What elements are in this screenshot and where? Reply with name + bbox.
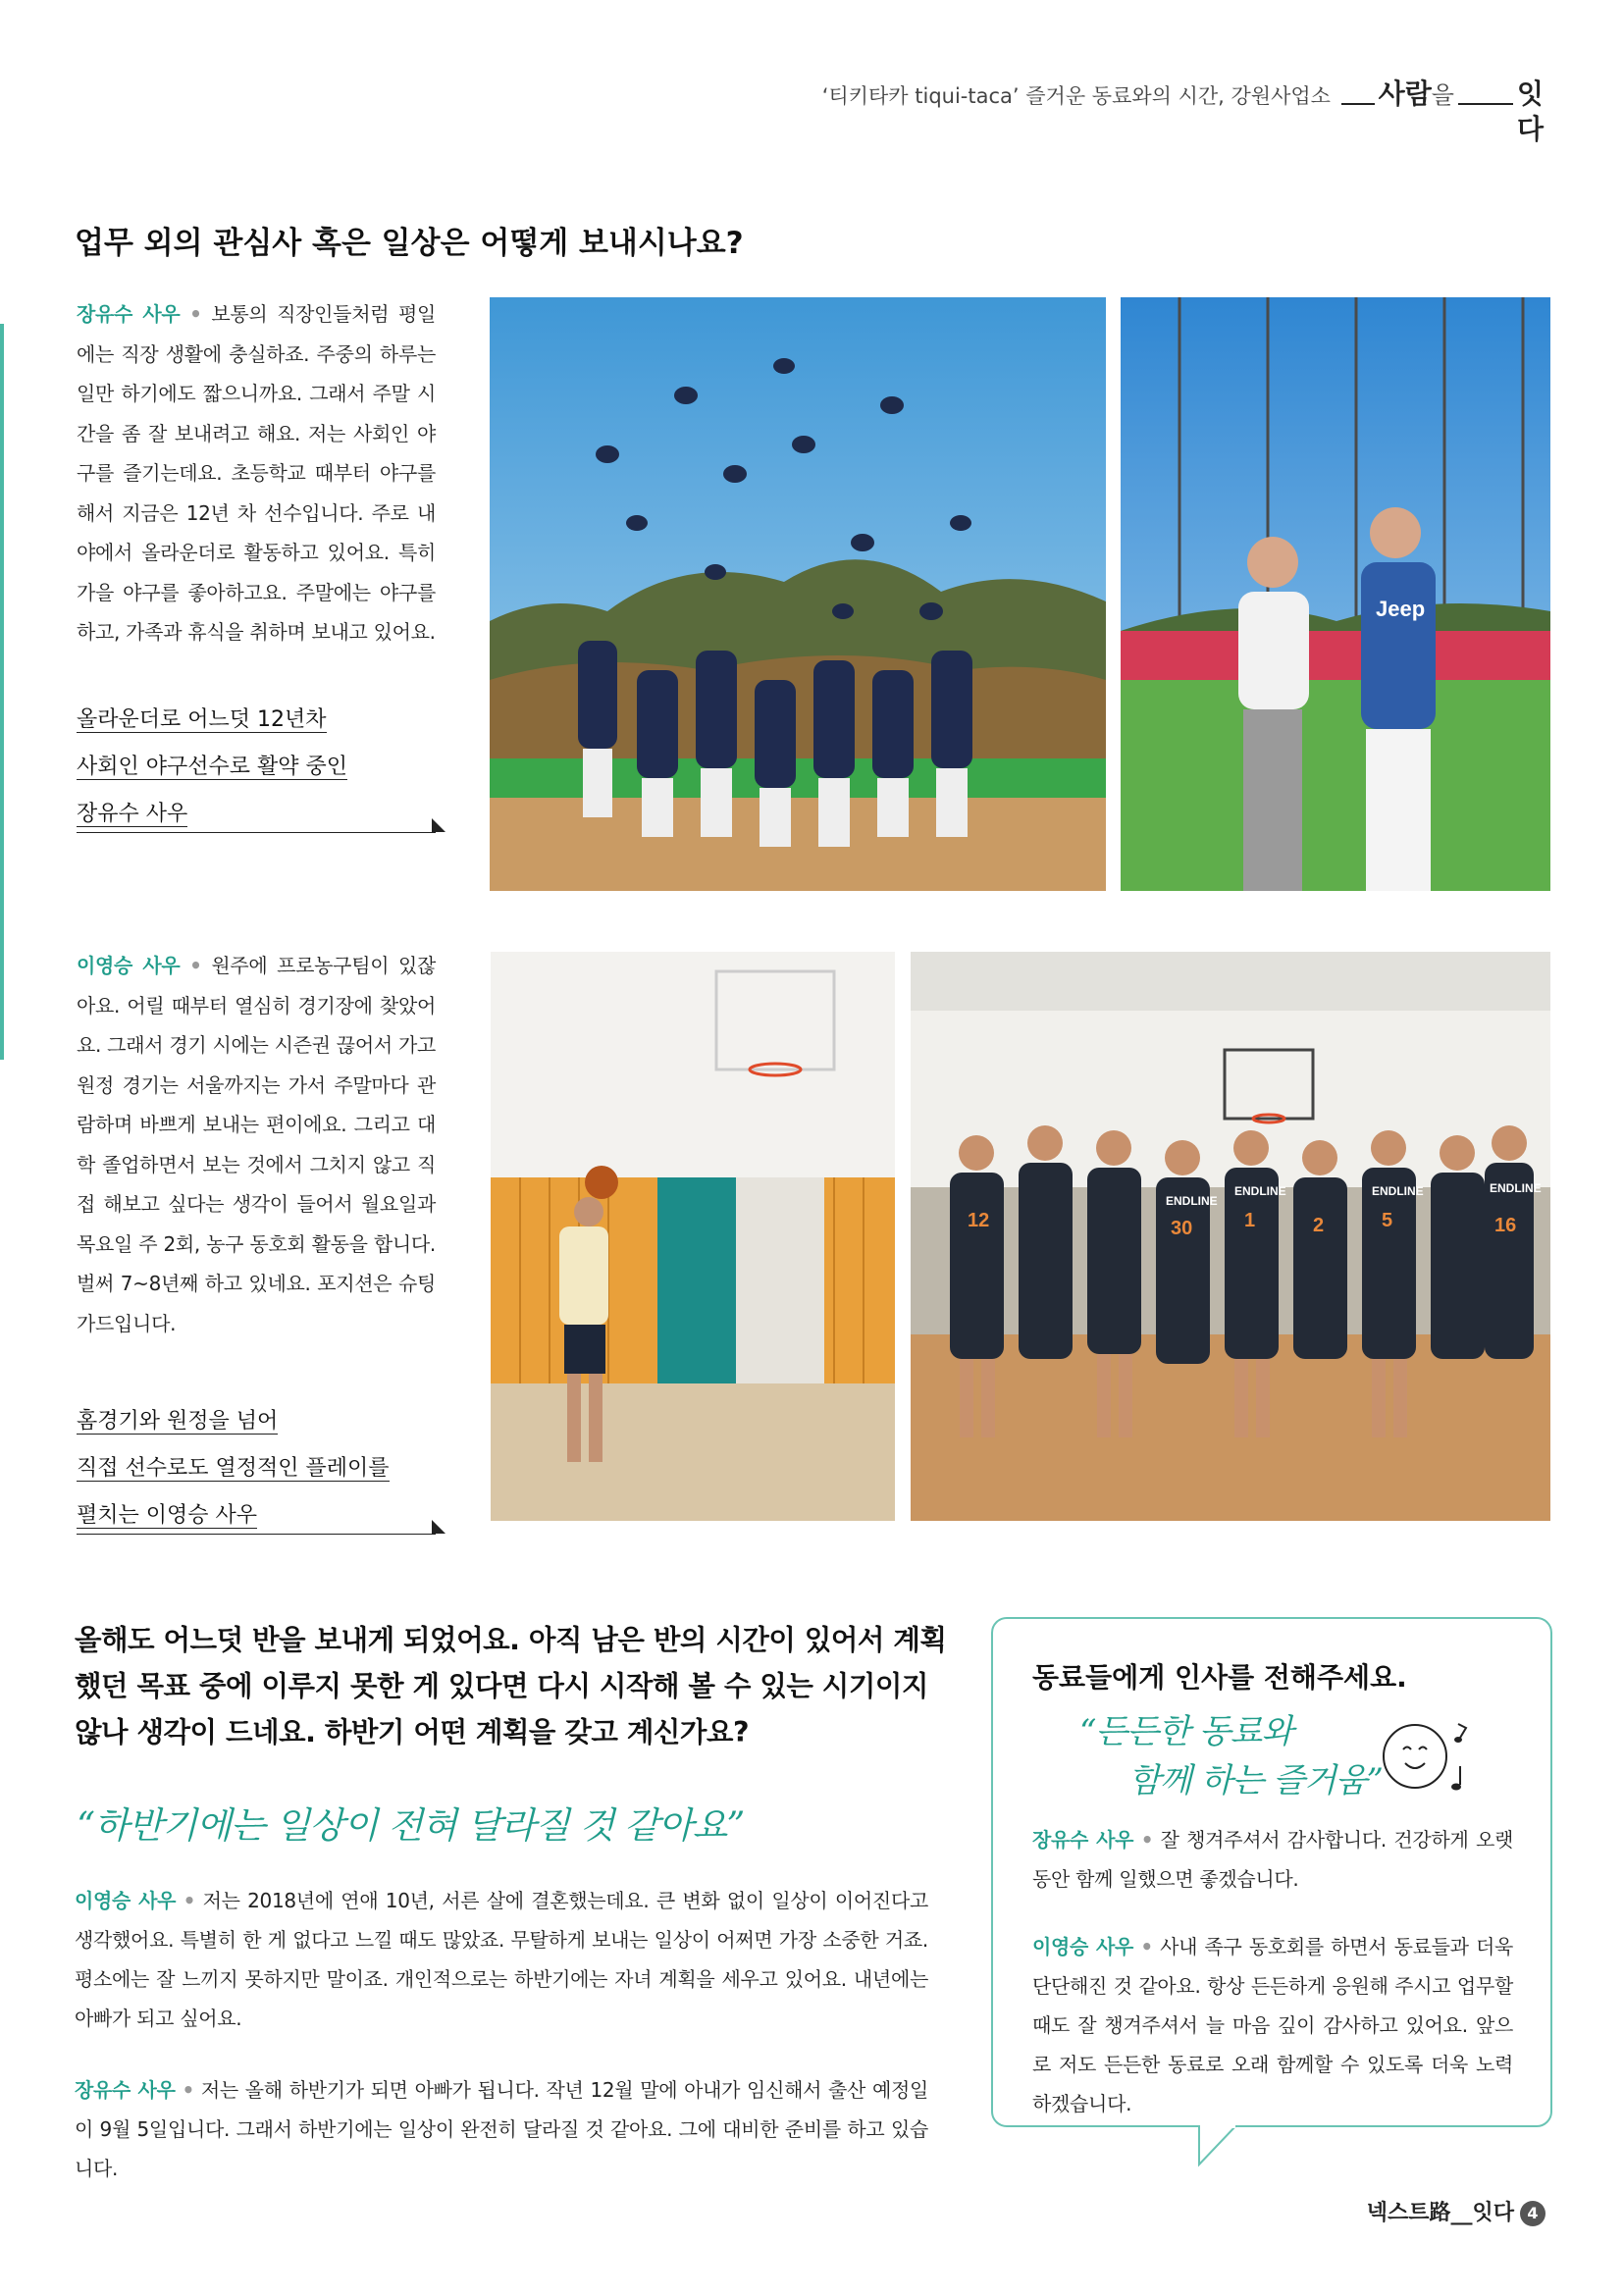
caption-line: 장유수 사우 xyxy=(77,802,188,826)
jersey-number: 16 xyxy=(1494,1215,1517,1236)
smiling-face-music-icon xyxy=(1376,1712,1484,1800)
team-logo: ENDLINE xyxy=(1372,1184,1424,1198)
header-underline xyxy=(1341,103,1375,105)
paragraph-text: 보통의 직장인들처럼 평일에는 직장 생활에 충실하죠. 주중의 하루는 일만 하기에도 짧으니까요. 그래서 주말 시간을 좀 잘 보내려고 해요. 저는 사회인 야구를 즐기는데요. 초등학교 때부터 야구를 해서 지금은 12년 차 선수입니다. 주로 내야에서 올라운더로 활동하고 있어요. 특히 가을 야구를 좋아하고요. 주말에는 야구를 하고, 가족과 휴식을 취하며 보내고 있어요. xyxy=(77,302,436,644)
header-subtitle: ‘티키타카 tiqui-taca’ 즐거운 동료와의 시간, 강원사업소 xyxy=(821,84,1331,108)
caption-arrow-icon xyxy=(432,1520,445,1534)
caption-arrow-icon xyxy=(432,818,445,832)
caption-line: 펼치는 이영승 사우 xyxy=(77,1503,258,1528)
paragraph-text: 저는 올해 하반기가 되면 아빠가 됩니다. 작년 12월 말에 아내가 임신해서 출산 예정일이 9월 5일입니다. 그래서 하반기에는 일상이 완전히 달라질 것 같아요. 그에 대비한 준비를 하고 있습니다. xyxy=(75,2078,929,2180)
section2-paragraph-1 xyxy=(75,1881,928,2038)
bullet: • xyxy=(1140,1828,1154,1852)
jersey-logo: Jeep xyxy=(1376,597,1426,621)
jersey-number: 12 xyxy=(968,1210,990,1231)
bubble-quote-line-2: 함께 하는 즐거움” xyxy=(1128,1761,1383,1800)
photo-award-handshake xyxy=(1121,297,1550,891)
jersey-number: 30 xyxy=(1171,1218,1193,1239)
page-number: 4 xyxy=(1520,2201,1545,2226)
section2-question: 올해도 어느덧 반을 보내게 되었어요. 아직 남은 반의 시간이 있어서 계획했던 목표 중에 이루지 못한 게 있다면 다시 시작해 볼 수 있는 시기이지 않나 생각이 드네요. 하반기 어떤 계획을 갖고 계신가요? xyxy=(75,1624,947,1748)
speaker-name: 장유수 사우 xyxy=(1032,1828,1134,1852)
speech-bubble-tail-icon xyxy=(1197,2125,1240,2168)
bubble-paragraph-1 xyxy=(1032,1820,1513,1899)
page-header xyxy=(821,78,1544,145)
photo-caption-1 xyxy=(77,697,436,844)
section1-question: 업무 외의 관심사 혹은 일상은 어떻게 보내시나요? xyxy=(75,226,744,261)
bubble-quote-line-1: “든든한 동료와 xyxy=(1079,1712,1293,1751)
speaker-name: 장유수 사우 xyxy=(75,2078,176,2102)
section1-paragraph-1 xyxy=(77,294,436,652)
caption-line: 사회인 야구선수로 활약 중인 xyxy=(77,755,348,779)
bubble-pull-quote xyxy=(1079,1707,1383,1805)
header-brand-a: 사람 xyxy=(1378,78,1432,110)
caption-line: 직접 선수로도 열정적인 플레이를 xyxy=(77,1456,390,1481)
speaker-name: 이영승 사우 xyxy=(77,954,181,977)
bullet: • xyxy=(189,954,202,977)
section2-pull-quote: “하반기에는 일상이 전혀 달라질 것 같아요” xyxy=(77,1804,745,1847)
photo-baseball-team-caps xyxy=(490,297,1106,891)
bubble-title: 동료들에게 인사를 전해주세요. xyxy=(1032,1661,1407,1694)
team-logo: ENDLINE xyxy=(1234,1184,1286,1198)
team-logo: ENDLINE xyxy=(1166,1194,1218,1208)
header-brand-d: 다 xyxy=(1516,113,1544,145)
footer-label: 넥스트路__잇다 xyxy=(1366,2201,1514,2225)
photo-caption-2 xyxy=(77,1398,436,1545)
speaker-name: 이영승 사우 xyxy=(75,1889,177,1912)
paragraph-text: 잘 챙겨주셔서 감사합니다. 건강하게 오랫동안 함께 일했으면 좋겠습니다. xyxy=(1032,1828,1513,1891)
caption-rule xyxy=(77,1534,436,1535)
page-footer xyxy=(1367,2196,1545,2226)
caption-rule xyxy=(77,832,436,833)
jersey-number: 5 xyxy=(1382,1210,1393,1231)
bullet: • xyxy=(1140,1935,1153,1958)
header-underline-2 xyxy=(1458,103,1513,105)
team-logo: ENDLINE xyxy=(1490,1181,1542,1195)
photo-basketball-team xyxy=(911,952,1550,1521)
section2-paragraph-2 xyxy=(75,2070,928,2188)
speaker-name: 이영승 사우 xyxy=(1032,1935,1134,1958)
paragraph-text: 사내 족구 동호회를 하면서 동료들과 더욱 단단해진 것 같아요. 항상 든든하게 응원해 주시고 업무할 때도 잘 챙겨주셔서 늘 마음 깊이 감사하고 있어요. 앞으로 저도 든든한 동료로 오래 함께할 수 있도록 더욱 노력하겠습니다. xyxy=(1032,1935,1513,2115)
bullet: • xyxy=(182,2078,194,2102)
section1-paragraph-2 xyxy=(77,946,436,1343)
jersey-number: 2 xyxy=(1313,1215,1325,1236)
left-accent-bar xyxy=(0,324,4,1060)
paragraph-text: 저는 2018년에 연애 10년, 서른 살에 결혼했는데요. 큰 변화 없이 일상이 이어진다고 생각했어요. 특별히 한 게 없다고 느낄 때도 많았죠. 무탈하게 보내는 일상이 어쩌면 가장 소중한 거죠. 평소에는 잘 느끼지 못하지만 말이죠. 개인적으로는 하반기에는 자녀 계획을 세우고 있어요. 내년에는 아빠가 되고 싶어요. xyxy=(75,1889,928,2030)
caption-line: 올라운더로 어느덧 12년차 xyxy=(77,707,327,732)
speaker-name: 장유수 사우 xyxy=(77,302,181,326)
paragraph-text: 원주에 프로농구팀이 있잖아요. 어릴 때부터 열심히 경기장에 찾았어요. 그래서 경기 시에는 시즌권 끊어서 가고 원정 경기는 서울까지는 가서 주말마다 관람하며 바쁘게 보내는 편이에요. 그리고 대학 졸업하면서 보는 것에서 그치지 않고 직접 해보고 싶다는 생각이 들어서 월요일과 목요일 주 2회, 농구 동호회 활동을 합니다. 벌써 7~8년째 하고 있네요. 포지션은 슈팅가드입니다. xyxy=(77,954,436,1335)
jersey-number: 1 xyxy=(1244,1210,1256,1231)
photo-basketball-shooting xyxy=(491,952,895,1521)
bullet: • xyxy=(183,1889,196,1912)
bullet: • xyxy=(189,302,202,326)
header-brand-b: 을 xyxy=(1431,81,1454,109)
bubble-paragraph-2 xyxy=(1032,1927,1513,2123)
header-brand-c: 잇 xyxy=(1516,78,1544,110)
caption-line: 홈경기와 원정을 넘어 xyxy=(77,1409,279,1434)
